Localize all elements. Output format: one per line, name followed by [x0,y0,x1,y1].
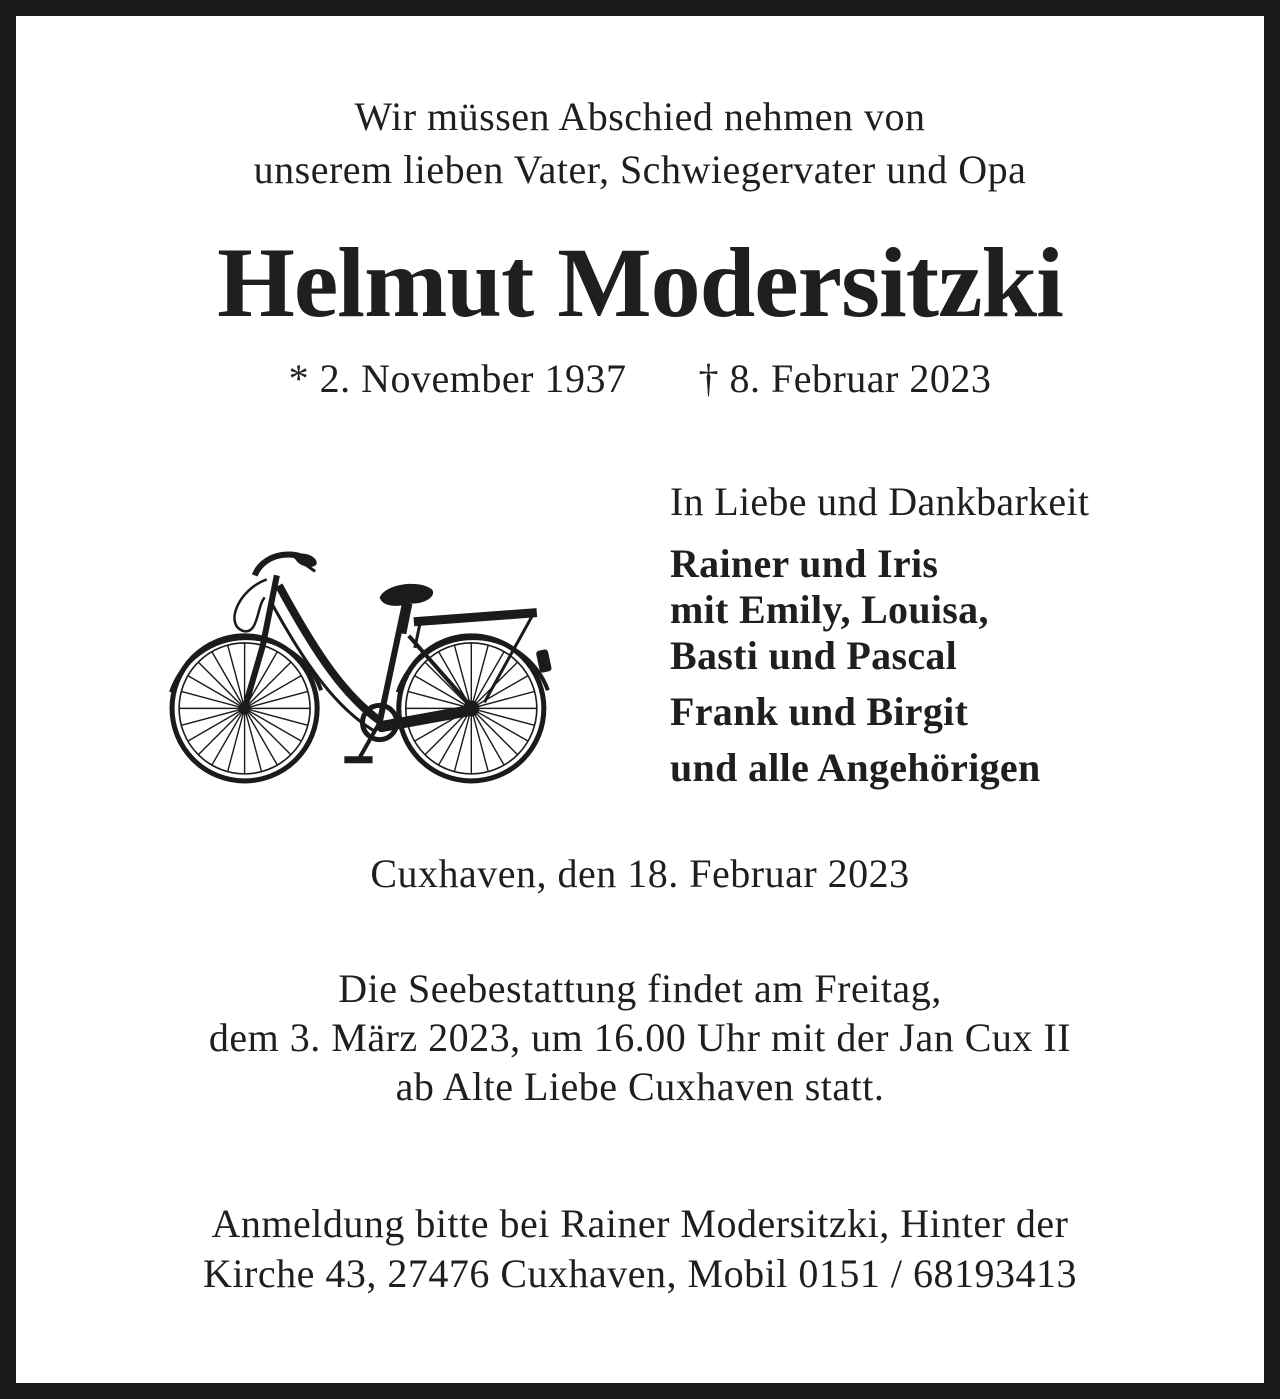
death-date: † 8. Februar 2023 [698,356,992,401]
mourner-line: Basti und Pascal [670,633,958,678]
intro-line-2: unserem lieben Vater, Schwiegervater und Opa [253,147,1027,192]
ceremony-announcement [16,964,1264,1111]
place-date-line: Cuxhaven, den 18. Februar 2023 [370,851,910,896]
intro-line-1: Wir müssen Abschied nehmen von [354,94,926,139]
bicycle-icon [166,527,564,789]
birth-date: * 2. November 1937 [288,356,627,401]
mourner-line: Frank und Birgit [670,689,969,734]
middle-section [16,477,1264,791]
family-block [670,477,1089,791]
ceremony-line-2: dem 3. März 2023, um 16.00 Uhr mit der Jan Cux II [208,1015,1072,1060]
mourner-line: mit Emily, Louisa, [670,587,989,632]
deceased-name: Helmut Modersitzki [217,227,1063,338]
mourner-line: Rainer und Iris [670,541,939,586]
registration-info [16,1199,1264,1299]
ceremony-line-1: Die Seebestattung findet am Freitag, [338,966,942,1011]
registration-line-1: Anmeldung bitte bei Rainer Modersitzki, Hinter der [211,1201,1069,1246]
mourner-line: und alle Angehörigen [670,745,1041,790]
bicycle-illustration [166,477,564,789]
condolence-line: In Liebe und Dankbarkeit [670,479,1090,524]
ceremony-line-3: ab Alte Liebe Cuxhaven statt. [395,1064,885,1109]
life-dates [16,352,1264,405]
registration-line-2: Kirche 43, 27476 Cuxhaven, Mobil 0151 / 68193413 [203,1251,1077,1296]
intro-text [16,90,1264,196]
